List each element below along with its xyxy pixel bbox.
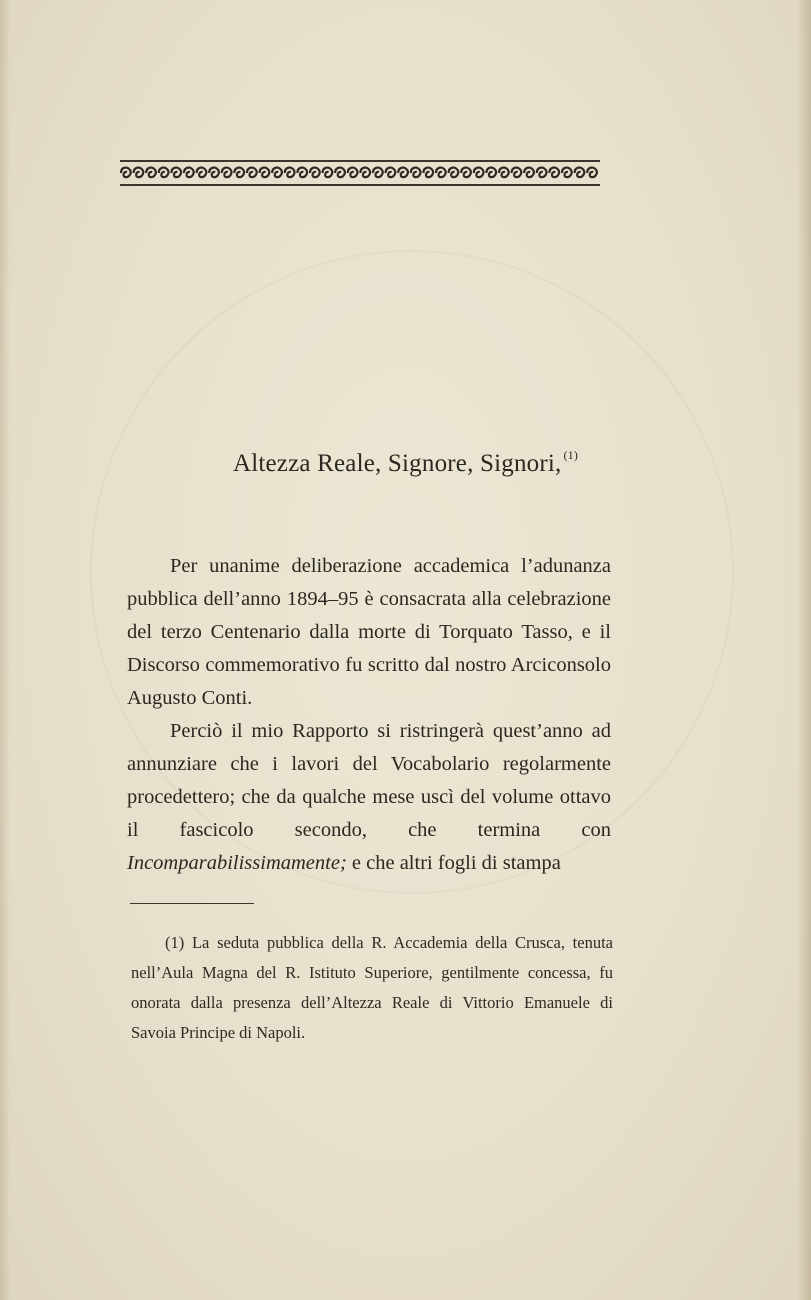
ornament-scroll	[436, 168, 446, 178]
ornament-scroll	[423, 168, 433, 178]
ornament-scroll	[310, 168, 320, 178]
footnote-reference: (1)	[563, 448, 579, 462]
ornament-scroll	[537, 168, 547, 178]
paragraph-1: Per unanime deliberazione accademica l’adunanza pubblica dell’anno 1894–95 è consacrata alla celebrazione del terzo Centenario dalla morte di Torquato Tasso, e il Discorso commemorativo fu scritto dal nostro Arciconsolo Augusto Conti.	[127, 555, 611, 709]
paragraph-2-main: Perciò il mio Rapporto si ristringerà quest’anno ad annunziare che i lavori del Vocabolario regolarmente procedettero; che da qualche mese uscì del volume ottavo il fascicolo secondo, che termina con	[127, 720, 611, 841]
ornament-scroll	[121, 168, 131, 178]
ornament-scroll	[272, 168, 282, 178]
ornament-scroll	[285, 168, 295, 178]
ornament-scroll	[335, 168, 345, 178]
footnote-divider	[130, 903, 254, 904]
ornament-scroll	[348, 168, 358, 178]
ornament-scroll	[386, 168, 396, 178]
ornament-scroll	[486, 168, 496, 178]
ornament-scroll	[146, 168, 156, 178]
paragraph-2	[127, 715, 611, 880]
ornament-scroll	[512, 168, 522, 178]
ornament-scroll	[247, 168, 257, 178]
ornament-scroll	[360, 168, 370, 178]
page-edge-left	[0, 0, 10, 1300]
ornament-scroll	[562, 168, 572, 178]
ornament-scroll	[398, 168, 408, 178]
ornament-scroll	[587, 168, 597, 178]
ornament-scroll	[411, 168, 421, 178]
paragraph-2-end: e che altri fogli di stampa	[346, 852, 561, 874]
header-ornament	[120, 160, 600, 188]
ornament-scroll	[474, 168, 484, 178]
ornament-scroll	[184, 168, 194, 178]
ornament-scroll	[461, 168, 471, 178]
ornament-scroll	[234, 168, 244, 178]
ornament-scroll	[323, 168, 333, 178]
ornament-band	[120, 165, 600, 181]
ornament-scroll	[575, 168, 585, 178]
ornament-scroll	[209, 168, 219, 178]
address-heading	[0, 448, 811, 478]
ornament-scroll	[524, 168, 534, 178]
ornament-scroll	[549, 168, 559, 178]
ornament-scroll	[499, 168, 509, 178]
ornament-scroll	[171, 168, 181, 178]
ornament-scroll	[297, 168, 307, 178]
page-edge-right	[797, 0, 811, 1300]
ornament-scroll	[260, 168, 270, 178]
footnote: (1) La seduta pubblica della R. Accademia della Crusca, tenuta nell’Aula Magna del R. Istituto Superiore, gentilmente concessa, fu onorata dalla presenza dell’Altezza Reale di Vittorio Emanuele di Savoia Principe di Napoli.	[131, 933, 613, 1042]
paragraph-2-italic-word: Incomparabilissimamente;	[127, 852, 347, 874]
heading-text: Altezza Reale, Signore, Signori,	[232, 450, 562, 477]
ornament-scroll	[449, 168, 459, 178]
ornament-scroll	[197, 168, 207, 178]
ornament-scroll	[159, 168, 169, 178]
ornament-scroll	[222, 168, 232, 178]
ornament-scroll	[373, 168, 383, 178]
ornament-scroll	[134, 168, 144, 178]
ornament-rule-top	[120, 160, 600, 162]
ornament-rule-bottom	[120, 184, 600, 186]
